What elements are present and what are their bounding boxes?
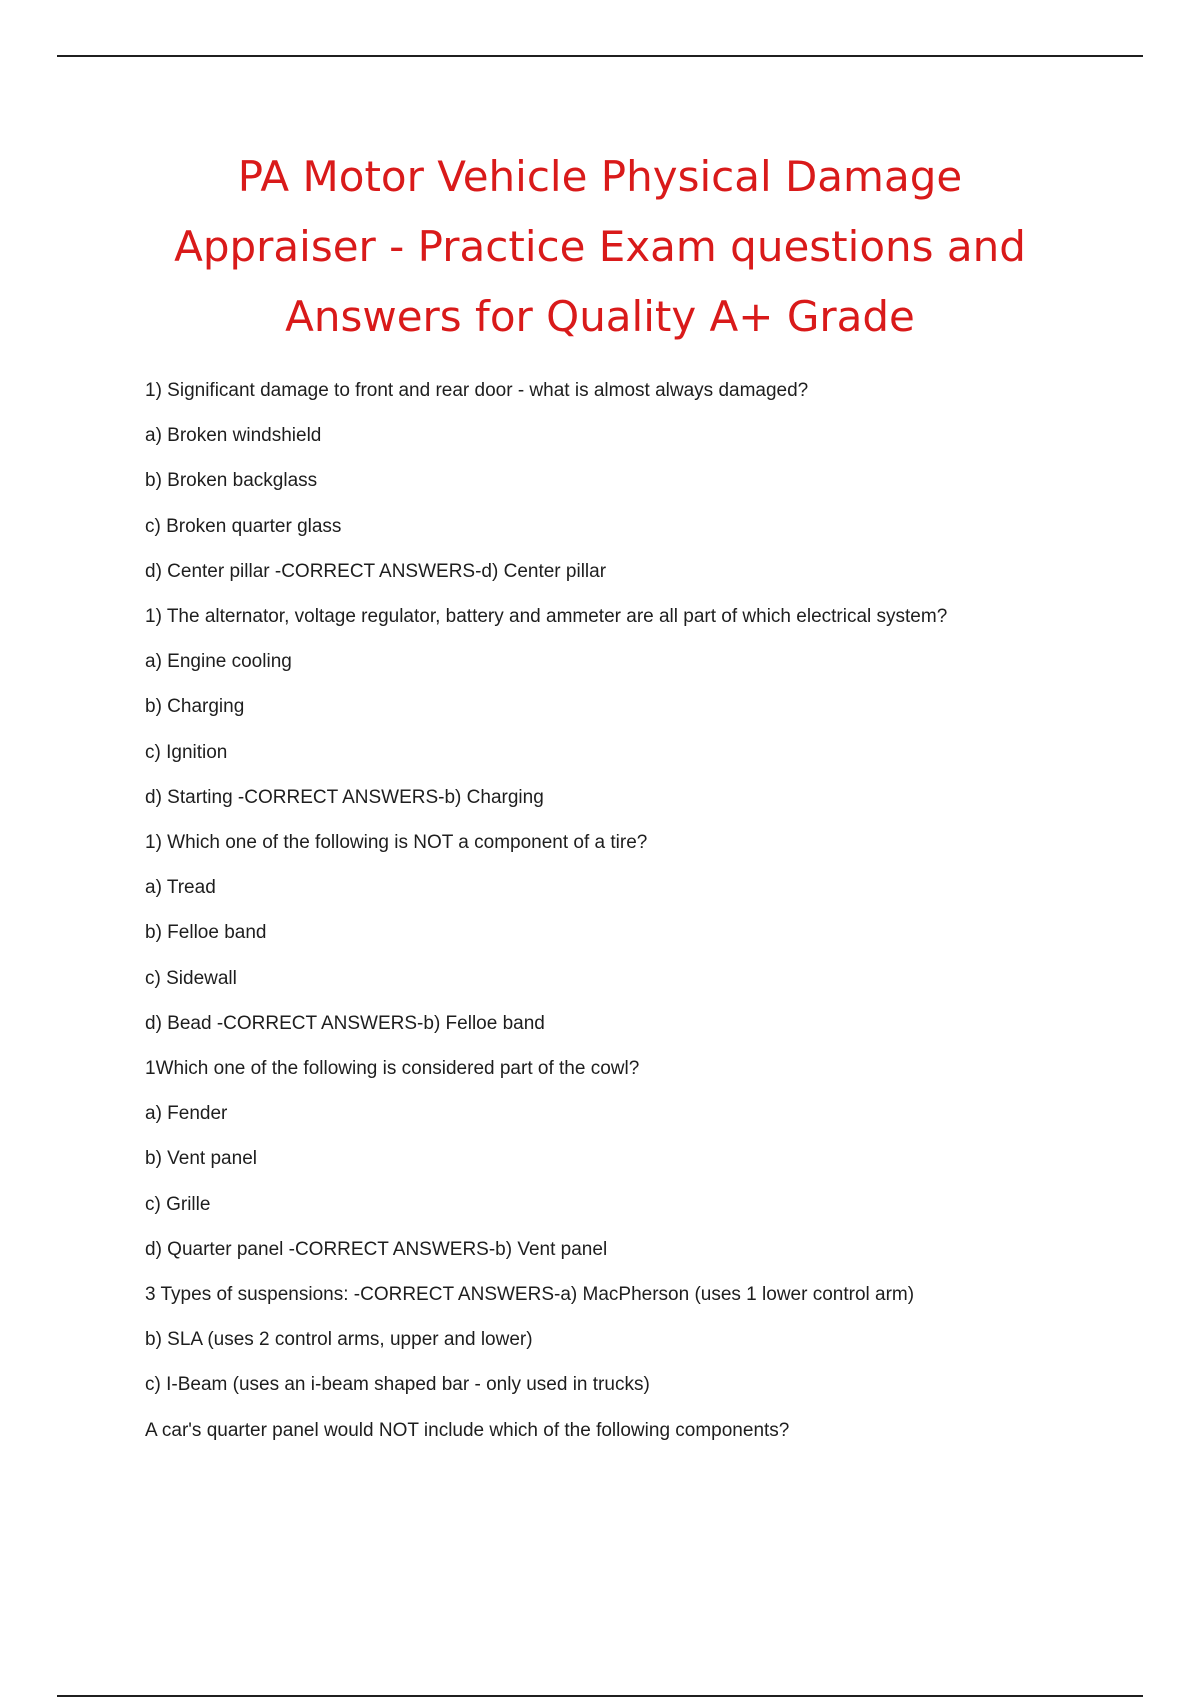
answer-option: a) Engine cooling — [145, 651, 292, 673]
answer-option: b) Felloe band — [145, 922, 267, 944]
answer-option: c) Broken quarter glass — [145, 515, 342, 537]
answer-option: a) Broken windshield — [145, 425, 322, 447]
question-text: 1) Which one of the following is NOT a component of a tire? — [145, 832, 648, 854]
answer-option: c) Ignition — [145, 741, 228, 763]
answer-option: b) Vent panel — [145, 1148, 257, 1170]
question-text: 1) Significant damage to front and rear door - what is almost always damaged? — [145, 380, 809, 401]
answer-option-with-correct-answer: d) Center pillar -CORRECT ANSWERS-d) Center pillar — [145, 560, 607, 582]
question-text-with-correct-answer: 3 Types of suspensions: -CORRECT ANSWERS-a) MacPherson (uses 1 lower control arm) — [145, 1284, 915, 1306]
title-line: Answers for Quality A+ Grade — [285, 292, 915, 341]
answer-option: c) I-Beam (uses an i-beam shaped bar - only used in trucks) — [145, 1374, 650, 1396]
top-rule — [57, 55, 1143, 57]
answer-option: c) Grille — [145, 1193, 211, 1215]
title-line: PA Motor Vehicle Physical Damage — [237, 152, 963, 201]
title-line: Appraiser - Practice Exam questions and — [174, 222, 1026, 271]
answer-option-with-correct-answer: d) Quarter panel -CORRECT ANSWERS-b) Vent panel — [145, 1238, 608, 1260]
answer-option: b) Broken backglass — [145, 470, 318, 492]
bottom-rule — [57, 1695, 1143, 1697]
question-text: A car's quarter panel would NOT include which of the following components? — [145, 1419, 790, 1441]
question-list — [145, 368, 1075, 1453]
answer-option-with-correct-answer: d) Bead -CORRECT ANSWERS-b) Felloe band — [145, 1012, 545, 1034]
question-text: 1) The alternator, voltage regulator, battery and ammeter are all part of which electrical system? — [145, 606, 948, 628]
answer-option: a) Tread — [145, 877, 216, 899]
question-text: 1Which one of the following is considered part of the cowl? — [145, 1058, 640, 1080]
answer-option: a) Fender — [145, 1103, 228, 1125]
answer-option-with-correct-answer: d) Starting -CORRECT ANSWERS-b) Charging — [145, 786, 544, 808]
answer-option: b) Charging — [145, 696, 245, 718]
answer-option: b) SLA (uses 2 control arms, upper and lower) — [145, 1329, 533, 1351]
answer-option: c) Sidewall — [145, 967, 237, 989]
document-title — [100, 142, 1100, 352]
